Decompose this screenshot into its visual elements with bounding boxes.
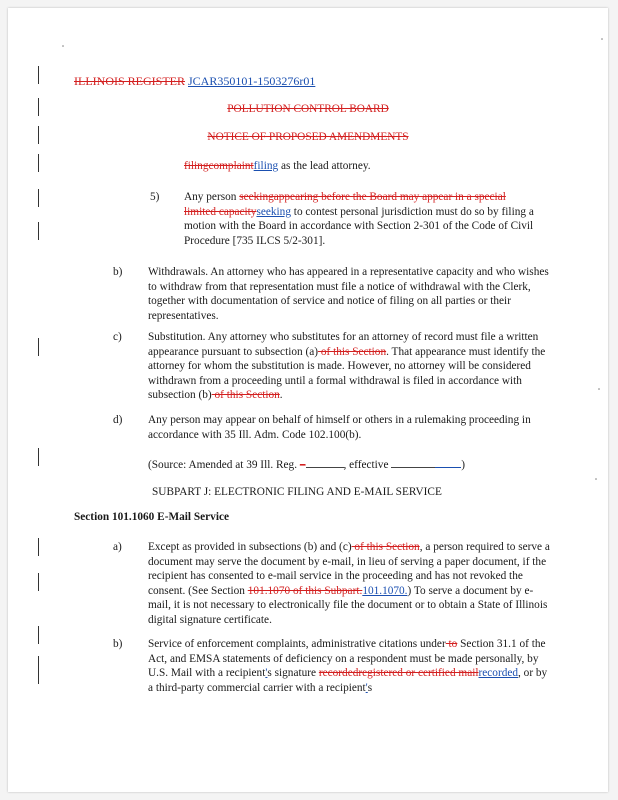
item-5-text: Any person seekingappearing before the Board may appear in a special limited capacityseeking to contest personal jurisdiction must do so by filing a motion with the Board in accordance with Section 2-301 of the Code of Civil Procedure [735 ILCS 5/2-301]. [184,191,534,247]
subpart-heading: SUBPART J: ELECTRONIC FILING AND E-MAIL SERVICE [152,486,442,498]
section-heading: Section 101.1060 E-Mail Service [74,511,229,523]
item-label: d) [113,414,123,426]
change-bar [38,154,39,172]
item-label: a) [113,541,122,553]
blank-field [435,457,461,468]
change-bar [38,222,39,240]
item-label: 5) [150,191,160,203]
change-bar [38,626,39,644]
item-label: c) [113,331,122,343]
item-c-text: Substitution. Any attorney who substitutes for an attorney of record must file a written appearance pursuant to subsection (a) of this Section. That appearance must identify the attorney for whom the substitution is made. However, no attorney will be considered withdrawn from a proceeding until a formal withdrawal is filed in accordance with subsection (b) of this Section. [148,331,546,402]
change-bar [38,66,39,84]
section-b-text: Service of enforcement complaints, administrative citations under to Section 31.1 of the Act, and EMSA statements of deficiency on a respondent must be made personally, by U.S. Mail with a recipient's signature recordedregistered or certified mailrecorded, or by a third-party commercial carrier with a recipient's [148,638,548,694]
scan-speck [62,45,64,47]
source-note: (Source: Amended at 39 Ill. Reg. – , effective ) [148,459,466,471]
scan-speck [598,388,600,390]
scan-speck [595,478,597,480]
top-line: filingcomplaintfiling as the lead attorney. [184,160,371,172]
blank-field [306,457,344,468]
change-bar [38,573,39,591]
board-name: POLLUTION CONTROL BOARD [227,103,389,115]
change-bar [38,538,39,556]
scan-speck [601,38,603,40]
register-deleted: ILLINOIS REGISTER [74,74,185,88]
document-page [8,8,608,792]
notice-title: NOTICE OF PROPOSED AMENDMENTS [207,131,409,143]
item-d-text: Any person may appear on behalf of himself or others in a rulemaking proceeding in accordance with 35 Ill. Adm. Code 102.100(b). [148,414,531,441]
blank-field [391,457,435,468]
change-bar [38,338,39,356]
item-b-text: Withdrawals. An attorney who has appeared in a representative capacity and who wishes to withdraw from that representation must file a notice of withdrawal with the Clerk, together with documentation of service and notice of filing on all parties or their representatives. [148,266,549,322]
register-inserted: JCAR350101-1503276r01 [188,74,316,88]
change-bar [38,189,39,207]
change-bar [38,448,39,466]
item-label: b) [113,638,123,650]
change-bar [38,656,39,684]
section-a-text: Except as provided in subsections (b) and (c) of this Section, a person required to serve a document may serve the document by e-mail, in lieu of serving a paper document, if the recipient has consented to e-mail service in the proceeding and has not revoked the consent. (See Section 101.1070 of this Subpart.101.1070.) To serve a document by e-mail, it is not necessary to electronically file the document or to obtain a State of Illinois digital signature certificate. [148,541,550,626]
item-label: b) [113,266,123,278]
register-line [74,74,315,89]
